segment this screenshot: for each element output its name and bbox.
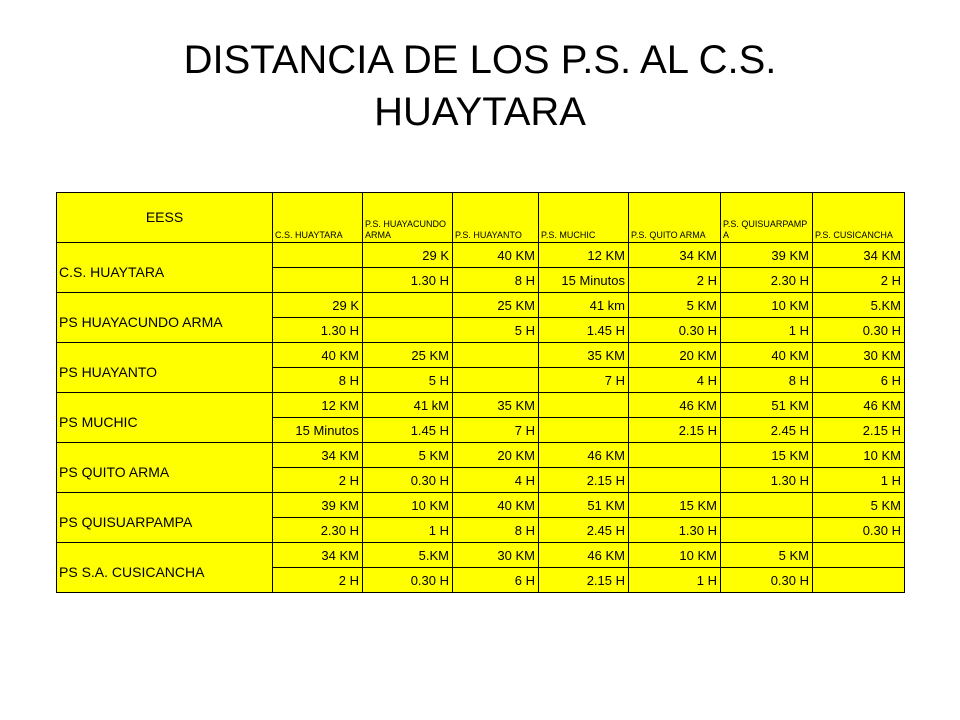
- distance-cell: 41 kM: [363, 393, 453, 418]
- column-header: P.S. MUCHIC: [539, 193, 629, 243]
- table-row-distance: [57, 293, 905, 318]
- distance-cell: [273, 243, 363, 268]
- time-cell: 2 H: [813, 268, 905, 293]
- distance-cell: [453, 343, 539, 368]
- distance-cell: 25 KM: [363, 343, 453, 368]
- time-cell: 5 H: [363, 368, 453, 393]
- distance-cell: 51 KM: [539, 493, 629, 518]
- time-cell: [629, 468, 721, 493]
- distance-cell: 35 KM: [453, 393, 539, 418]
- distance-cell: [629, 443, 721, 468]
- distance-cell: 10 KM: [363, 493, 453, 518]
- time-cell: 1 H: [629, 568, 721, 593]
- distance-cell: 29 K: [363, 243, 453, 268]
- time-cell: 7 H: [453, 418, 539, 443]
- distance-cell: 39 KM: [721, 243, 813, 268]
- distance-cell: 12 KM: [539, 243, 629, 268]
- time-cell: [363, 318, 453, 343]
- distance-cell: 34 KM: [629, 243, 721, 268]
- distance-cell: 5 KM: [721, 543, 813, 568]
- distance-cell: 34 KM: [273, 543, 363, 568]
- row-label: PS QUISUARPAMPA: [57, 493, 273, 543]
- time-cell: 4 H: [453, 468, 539, 493]
- time-cell: [721, 518, 813, 543]
- time-cell: 8 H: [273, 368, 363, 393]
- distance-cell: 46 KM: [539, 543, 629, 568]
- distance-cell: [721, 493, 813, 518]
- slide-title: [60, 34, 900, 138]
- distance-cell: 5.KM: [813, 293, 905, 318]
- time-cell: 15 Minutos: [539, 268, 629, 293]
- time-cell: 0.30 H: [721, 568, 813, 593]
- time-cell: 7 H: [539, 368, 629, 393]
- time-cell: 1 H: [813, 468, 905, 493]
- row-label: PS MUCHIC: [57, 393, 273, 443]
- time-cell: 2 H: [629, 268, 721, 293]
- time-cell: 2.15 H: [813, 418, 905, 443]
- column-header: P.S. QUITO ARMA: [629, 193, 721, 243]
- distance-cell: 25 KM: [453, 293, 539, 318]
- row-label: PS S.A. CUSICANCHA: [57, 543, 273, 593]
- distance-cell: 10 KM: [629, 543, 721, 568]
- time-cell: 2 H: [273, 468, 363, 493]
- distance-cell: [539, 393, 629, 418]
- distance-cell: 46 KM: [813, 393, 905, 418]
- time-cell: 2.45 H: [539, 518, 629, 543]
- distance-cell: 5 KM: [813, 493, 905, 518]
- time-cell: 8 H: [453, 268, 539, 293]
- time-cell: 2.30 H: [273, 518, 363, 543]
- distance-cell: 51 KM: [721, 393, 813, 418]
- distance-cell: 39 KM: [273, 493, 363, 518]
- table-row-distance: [57, 543, 905, 568]
- time-cell: [453, 368, 539, 393]
- distance-cell: 5 KM: [629, 293, 721, 318]
- distance-cell: 40 KM: [721, 343, 813, 368]
- time-cell: 1 H: [721, 318, 813, 343]
- table-row-distance: [57, 493, 905, 518]
- distance-cell: 20 KM: [629, 343, 721, 368]
- distance-cell: 34 KM: [813, 243, 905, 268]
- time-cell: 2.45 H: [721, 418, 813, 443]
- time-cell: 1.30 H: [273, 318, 363, 343]
- distance-table: [56, 192, 905, 593]
- table-row-distance: [57, 243, 905, 268]
- slide-title-line-2: HUAYTARA: [374, 90, 586, 134]
- time-cell: 8 H: [453, 518, 539, 543]
- distance-cell: 5 KM: [363, 443, 453, 468]
- distance-cell: [363, 293, 453, 318]
- distance-cell: 15 KM: [629, 493, 721, 518]
- distance-cell: 30 KM: [453, 543, 539, 568]
- time-cell: 1 H: [363, 518, 453, 543]
- time-cell: 0.30 H: [363, 568, 453, 593]
- column-header: P.S. HUAYANTO: [453, 193, 539, 243]
- table-body: [57, 243, 905, 593]
- time-cell: 2.15 H: [629, 418, 721, 443]
- distance-cell: 35 KM: [539, 343, 629, 368]
- distance-cell: 34 KM: [273, 443, 363, 468]
- column-header: P.S. HUAYACUNDO ARMA: [363, 193, 453, 243]
- row-label: PS HUAYANTO: [57, 343, 273, 393]
- time-cell: 5 H: [453, 318, 539, 343]
- time-cell: 2.30 H: [721, 268, 813, 293]
- time-cell: 1.30 H: [721, 468, 813, 493]
- distance-cell: 10 KM: [813, 443, 905, 468]
- time-cell: 1.30 H: [363, 268, 453, 293]
- column-header: P.S. CUSICANCHA: [813, 193, 905, 243]
- distance-cell: 15 KM: [721, 443, 813, 468]
- distance-cell: 46 KM: [539, 443, 629, 468]
- distance-cell: 5.KM: [363, 543, 453, 568]
- table-header-row: [57, 193, 905, 243]
- time-cell: 0.30 H: [629, 318, 721, 343]
- time-cell: [273, 268, 363, 293]
- time-cell: 0.30 H: [813, 518, 905, 543]
- time-cell: [539, 418, 629, 443]
- column-header: C.S. HUAYTARA: [273, 193, 363, 243]
- distance-cell: 20 KM: [453, 443, 539, 468]
- time-cell: 15 Minutos: [273, 418, 363, 443]
- distance-cell: 41 km: [539, 293, 629, 318]
- slide-title-line-1: DISTANCIA DE LOS P.S. AL C.S.: [183, 38, 777, 82]
- table-row-distance: [57, 443, 905, 468]
- table-row-distance: [57, 393, 905, 418]
- time-cell: 0.30 H: [363, 468, 453, 493]
- corner-header: EESS: [57, 193, 273, 243]
- time-cell: 2.15 H: [539, 468, 629, 493]
- time-cell: 6 H: [813, 368, 905, 393]
- distance-cell: 40 KM: [273, 343, 363, 368]
- time-cell: 4 H: [629, 368, 721, 393]
- distance-cell: 46 KM: [629, 393, 721, 418]
- row-label: C.S. HUAYTARA: [57, 243, 273, 293]
- distance-cell: 12 KM: [273, 393, 363, 418]
- distance-cell: 40 KM: [453, 493, 539, 518]
- time-cell: 6 H: [453, 568, 539, 593]
- distance-cell: 40 KM: [453, 243, 539, 268]
- distance-cell: [813, 543, 905, 568]
- distance-cell: 29 K: [273, 293, 363, 318]
- time-cell: 1.45 H: [539, 318, 629, 343]
- distance-cell: 30 KM: [813, 343, 905, 368]
- time-cell: 1.30 H: [629, 518, 721, 543]
- row-label: PS HUAYACUNDO ARMA: [57, 293, 273, 343]
- distance-cell: 10 KM: [721, 293, 813, 318]
- time-cell: 1.45 H: [363, 418, 453, 443]
- time-cell: 2 H: [273, 568, 363, 593]
- time-cell: 8 H: [721, 368, 813, 393]
- row-label: PS QUITO ARMA: [57, 443, 273, 493]
- table-row-distance: [57, 343, 905, 368]
- time-cell: [813, 568, 905, 593]
- column-header: P.S. QUISUARPAMPA: [721, 193, 813, 243]
- time-cell: 0.30 H: [813, 318, 905, 343]
- time-cell: 2.15 H: [539, 568, 629, 593]
